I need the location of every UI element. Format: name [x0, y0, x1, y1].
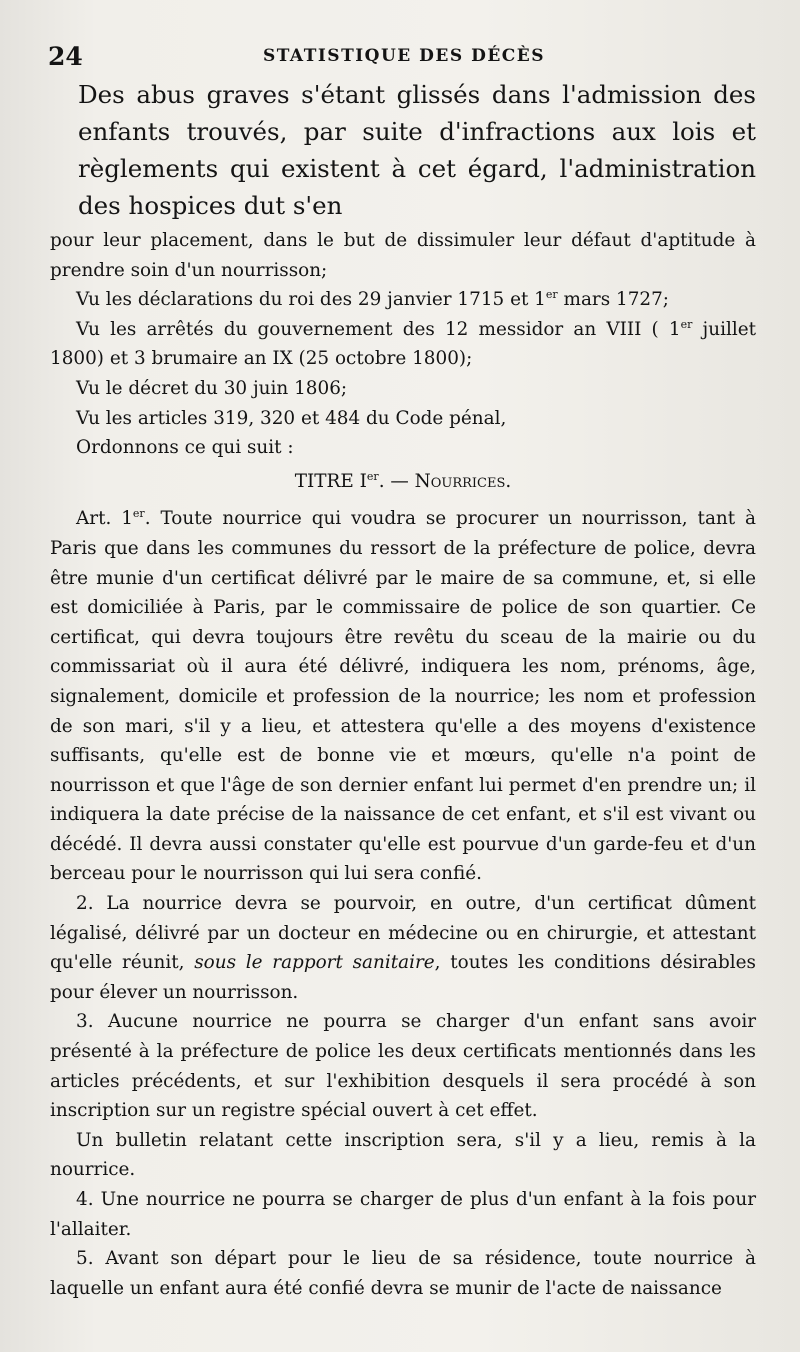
article-4: 4. Une nourrice ne pourra se charger de plus d'un enfant à la fois pour l'allaiter.	[50, 1189, 756, 1240]
preamble-placement: pour leur placement, dans le but de dissimuler leur défaut d'aptitude à prendre soin d'un nourrisson;	[50, 230, 756, 281]
superscript: er	[680, 317, 693, 331]
article-2-text-end: , toutes les conditions désirables pour élever un nourrisson.	[50, 952, 756, 1003]
page-header	[48, 40, 760, 76]
article-5: 5. Avant son départ pour le lieu de sa résidence, toute nourrice à laquelle un enfant aura été confié devra se munir de l'acte de naissance	[50, 1248, 756, 1299]
section-title	[50, 467, 756, 497]
section-title-name: Nourrices.	[414, 470, 512, 492]
article-2-italic: sous le rapport sanitaire	[194, 952, 435, 974]
section-title-label: TITRE I	[294, 470, 367, 492]
article-1-text: . Toute nourrice qui voudra se procurer un nourrisson, tant à Paris que dans les communes du ressort de la préfecture de police, devra être munie d'un certificat délivré par le maire de sa commune, et, si elle est domiciliée à Paris, par le commissaire de police de son quartier. Ce certificat, qui devra toujours être revêtu du sceau de la mairie ou du commissariat où il aura été délivré, indiquera les nom, prénoms, âge, signalement, domicile et profession de la nourrice; les nom et profession de son mari, s'il y a lieu, et attestera qu'elle a des moyens d'existence suffisants, qu'elle est de bonne vie et mœurs, qu'elle n'a point de nourrisson et que l'âge de son dernier enfant lui permet d'en prendre un; il indiquera la date précise de la naissance de cet enfant, et s'il est vivant ou décédé. Il devra aussi constater qu'elle est pourvue d'un garde-feu et d'un berceau pour le nourrisson qui lui sera confié.	[50, 508, 757, 885]
running-title: STATISTIQUE DES DÉCÈS	[262, 46, 546, 66]
article-2	[50, 889, 756, 1007]
preamble-declarations	[50, 285, 756, 315]
preamble-articles: Vu les articles 319, 320 et 484 du Code pénal,	[76, 407, 507, 429]
intro-paragraph: Des abus graves s'étant glissés dans l'admission des enfants trouvés, par suite d'infractions aux lois et règlements qui existent à cet égard, l'administration des hospices dut s'en	[78, 80, 756, 220]
preamble-arretes-text-end: juillet 1800) et 3 brumaire an IX (25 octobre 1800);	[50, 318, 756, 370]
section-title-dash: . —	[378, 470, 415, 492]
article-3-bulletin: Un bulletin relatant cette inscription sera, s'il y a lieu, remis à la nourrice.	[50, 1129, 756, 1181]
article-1-label: Art. 1	[76, 508, 133, 530]
article-1	[50, 504, 756, 889]
preamble-declarations-text-end: mars 1727;	[557, 289, 669, 311]
preamble-declarations-text: Vu les déclarations du roi des 29 janvier 1715 et 1	[76, 289, 546, 311]
page-number: 24	[48, 42, 83, 71]
superscript: er	[366, 469, 379, 483]
superscript: er	[545, 288, 558, 302]
preamble-ordonnons: Ordonnons ce qui suit :	[76, 437, 294, 459]
superscript: er	[132, 507, 145, 521]
article-2-text: 2. La nourrice devra se pourvoir, en outre, d'un certificat dûment légalisé, délivré par un docteur en médecine ou en chirurgie, et attestant qu'elle réunit,	[50, 893, 756, 974]
ordinance-text	[50, 226, 756, 1303]
preamble-arretes-text: Vu les arrêtés du gouvernement des 12 messidor an VIII ( 1	[76, 318, 681, 340]
preamble-decret: Vu le décret du 30 juin 1806;	[76, 377, 348, 399]
intro-paragraph-block	[78, 76, 756, 224]
preamble-arretes	[50, 315, 756, 374]
article-3: 3. Aucune nourrice ne pourra se charger d'un enfant sans avoir présenté à la préfecture de police les deux certificats mentionnés dans les articles précédents, et sur l'exhibition desquels il sera procédé à son inscription sur un registre spécial ouvert à cet effet.	[50, 1011, 756, 1122]
